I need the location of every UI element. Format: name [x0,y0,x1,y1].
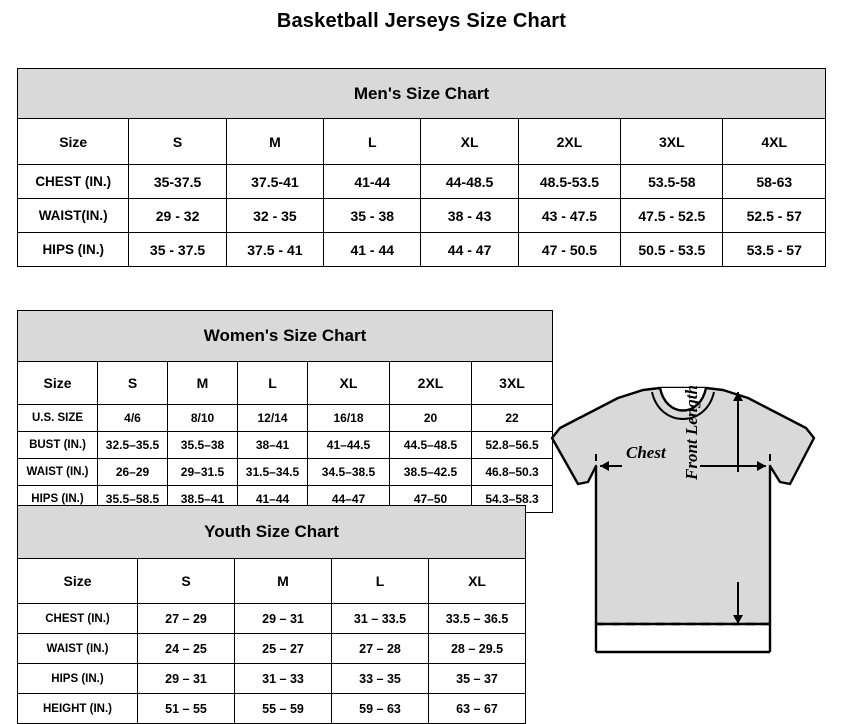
column-header: M [226,119,323,165]
table-row [18,459,553,486]
table-cell: 52.8–56.5 [472,432,553,459]
table-header-row [18,362,553,405]
table-caption-row [18,69,826,119]
column-header: Size [18,119,129,165]
row-label: U.S. SIZE [18,405,98,432]
table-cell: 24 – 25 [138,634,235,664]
table-header-row [18,119,826,165]
table-cell: 53.5-58 [621,165,723,199]
table-caption-row [18,311,553,362]
column-header: XL [421,119,518,165]
table-header-row [18,559,526,604]
column-header: S [129,119,226,165]
column-header: 3XL [472,362,553,405]
table-cell: 12/14 [238,405,308,432]
table-cell: 29 – 31 [235,604,332,634]
row-label: HIPS (IN.) [18,233,129,267]
table-cell: 47 - 50.5 [518,233,620,267]
table-cell: 37.5-41 [226,165,323,199]
table-cell: 26–29 [98,459,168,486]
table-cell: 35 - 38 [324,199,421,233]
table-cell: 38–41 [238,432,308,459]
chest-measure-label: Chest [626,443,666,462]
row-label: HIPS (IN.) [18,486,98,513]
table-cell: 25 – 27 [235,634,332,664]
row-label: HIPS (IN.) [18,664,138,694]
table-cell: 51 – 55 [138,694,235,724]
table-row [18,405,553,432]
table-row [18,604,526,634]
row-label: BUST (IN.) [18,432,98,459]
table-cell: 29–31.5 [168,459,238,486]
table-cell: 41 - 44 [324,233,421,267]
row-label: WAIST(IN.) [18,199,129,233]
table-cell: 63 – 67 [429,694,526,724]
table-cell: 54.3–58.3 [472,486,553,513]
table-cell: 38.5–42.5 [390,459,472,486]
table-cell: 31 – 33 [235,664,332,694]
table-caption-row [18,506,526,559]
table-cell: 41–44.5 [308,432,390,459]
table-cell: 44 - 47 [421,233,518,267]
front-length-measure-label: Front Length [682,385,701,480]
column-header: XL [308,362,390,405]
table-cell: 32 - 35 [226,199,323,233]
column-header: L [238,362,308,405]
column-header: L [324,119,421,165]
row-label: WAIST (IN.) [18,634,138,664]
table-cell: 27 – 29 [138,604,235,634]
column-header: M [168,362,238,405]
table-row [18,165,826,199]
table-cell: 38.5–41 [168,486,238,513]
table-cell: 27 – 28 [332,634,429,664]
table-cell: 47–50 [390,486,472,513]
youth-table-caption: Youth Size Chart [18,506,526,559]
table-cell: 22 [472,405,553,432]
table-cell: 58-63 [723,165,826,199]
page-title: Basketball Jerseys Size Chart [276,10,567,32]
table-row [18,432,553,459]
table-cell: 52.5 - 57 [723,199,826,233]
table-cell: 48.5-53.5 [518,165,620,199]
table-cell: 44.5–48.5 [390,432,472,459]
row-label: CHEST (IN.) [18,604,138,634]
table-cell: 41-44 [324,165,421,199]
column-header: M [235,559,332,604]
table-cell: 46.8–50.3 [472,459,553,486]
column-header: 2XL [390,362,472,405]
column-header: 3XL [621,119,723,165]
table-cell: 4/6 [98,405,168,432]
table-cell: 59 – 63 [332,694,429,724]
column-header: S [138,559,235,604]
column-header: S [98,362,168,405]
table-cell: 34.5–38.5 [308,459,390,486]
row-label: WAIST (IN.) [18,459,98,486]
table-cell: 50.5 - 53.5 [621,233,723,267]
table-cell: 41–44 [238,486,308,513]
table-row [18,694,526,724]
column-header: Size [18,559,138,604]
table-cell: 35-37.5 [129,165,226,199]
t-shirt-measurement-diagram [548,362,833,672]
column-header: L [332,559,429,604]
table-cell: 55 – 59 [235,694,332,724]
row-label: HEIGHT (IN.) [18,694,138,724]
table-row [18,634,526,664]
mens-table-caption: Men's Size Chart [18,69,826,119]
table-cell: 8/10 [168,405,238,432]
column-header: 4XL [723,119,826,165]
table-row [18,199,826,233]
table-cell: 29 – 31 [138,664,235,694]
table-cell: 20 [390,405,472,432]
column-header: XL [429,559,526,604]
table-cell: 47.5 - 52.5 [621,199,723,233]
table-cell: 31.5–34.5 [238,459,308,486]
table-cell: 28 – 29.5 [429,634,526,664]
womens-table-caption: Women's Size Chart [18,311,553,362]
row-label: CHEST (IN.) [18,165,129,199]
table-cell: 32.5–35.5 [98,432,168,459]
table-cell: 35.5–58.5 [98,486,168,513]
table-cell: 44–47 [308,486,390,513]
table-cell: 33.5 – 36.5 [429,604,526,634]
table-cell: 35 - 37.5 [129,233,226,267]
table-cell: 38 - 43 [421,199,518,233]
table-cell: 31 – 33.5 [332,604,429,634]
youth-size-chart-table [17,505,526,724]
table-cell: 29 - 32 [129,199,226,233]
table-cell: 43 - 47.5 [518,199,620,233]
table-cell: 53.5 - 57 [723,233,826,267]
table-cell: 33 – 35 [332,664,429,694]
table-cell: 44-48.5 [421,165,518,199]
table-cell: 35 – 37 [429,664,526,694]
womens-size-chart-table [17,310,553,513]
table-row [18,233,826,267]
column-header: Size [18,362,98,405]
table-cell: 16/18 [308,405,390,432]
column-header: 2XL [518,119,620,165]
mens-size-chart-table [17,68,826,267]
table-cell: 37.5 - 41 [226,233,323,267]
table-cell: 35.5–38 [168,432,238,459]
